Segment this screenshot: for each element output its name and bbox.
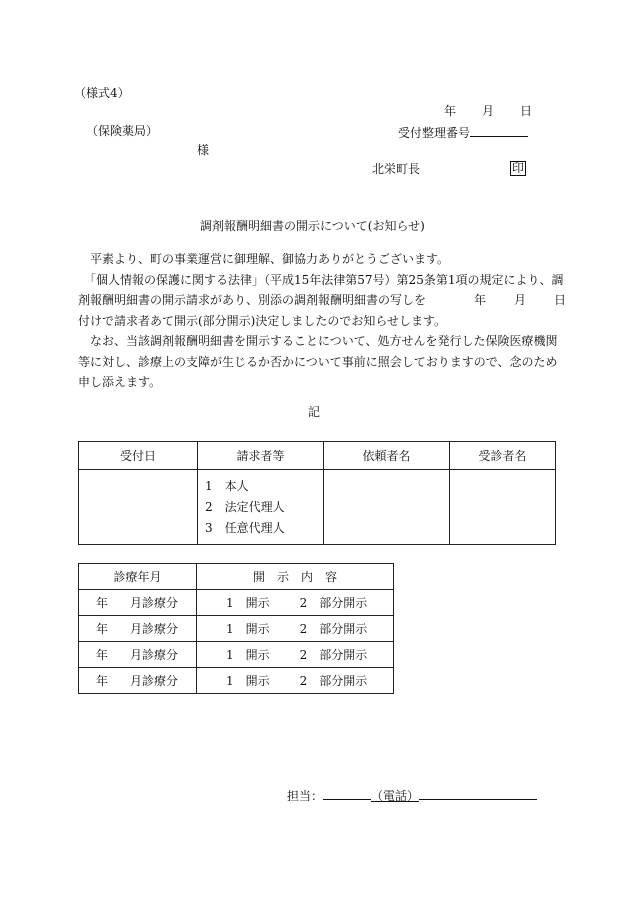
disclosure-month: 月 xyxy=(514,293,527,307)
receipt-number-label: 受付整理番号 xyxy=(398,126,471,140)
paragraph-2-line-2: 剤報酬明細書の開示請求があり、別添の調剤報酬明細書の写しを 年 月 日 xyxy=(78,293,567,307)
cell-treatment-month: 年 月診療分 xyxy=(79,616,197,642)
phone-blank xyxy=(419,787,537,800)
date-month: 月 xyxy=(482,104,495,118)
ki-heading: 記 xyxy=(308,405,321,419)
table-row xyxy=(79,668,394,694)
form-number: （様式4） xyxy=(74,86,130,100)
paragraph-3-line-1: なお、当該調剤報酬明細書を開示することについて、処方せんを発行した保険医療機関 xyxy=(90,334,558,348)
paragraph-2-line-3: 付けで請求者あて開示(部分開示)決定しましたのでお知らせします。 xyxy=(78,313,447,328)
cell-treatment-month: 年 月診療分 xyxy=(79,590,197,616)
recipient-honorific: 様 xyxy=(197,143,210,157)
cell-disclosure-content: 1 開示 2 部分開示 xyxy=(197,642,394,668)
paragraph-1: 平素より、町の事業運営に御理解、御協力ありがとうございます。 xyxy=(90,252,450,266)
header-patient-name: 受診者名 xyxy=(450,442,556,470)
disclosure-year: 年 xyxy=(474,293,487,307)
cell-disclosure-content: 1 開示 2 部分開示 xyxy=(197,668,394,694)
recipient-pharmacy: （保険薬局） xyxy=(86,124,159,138)
table-row xyxy=(79,642,394,668)
contact-name-blank xyxy=(323,787,371,800)
header-disclosure-content: 開 示 内 容 xyxy=(197,564,394,590)
header-treatment-month: 診療年月 xyxy=(79,564,197,590)
disclosure-day: 日 xyxy=(554,293,567,307)
sender: 北栄町長 xyxy=(372,162,421,176)
cell-treatment-month: 年 月診療分 xyxy=(79,668,197,694)
phone-label: （電話） xyxy=(371,789,420,803)
receipt-number-blank xyxy=(470,124,528,137)
header-requester: 請求者等 xyxy=(198,442,324,470)
document-title: 調剤報酬明細書の開示について(お知らせ) xyxy=(200,219,425,233)
requester-option: 3 任意代理人 xyxy=(205,520,285,535)
seal-text: 印 xyxy=(512,161,525,175)
requester-option: 1 本人 xyxy=(205,478,249,493)
date-day: 日 xyxy=(520,104,533,118)
cell-disclosure-content: 1 開示 2 部分開示 xyxy=(197,590,394,616)
paragraph-2-line-1: 「個人情報の保護に関する法律」（平成15年法律第57号）第25条第1項の規定により、調 xyxy=(90,272,564,287)
date-year: 年 xyxy=(444,104,457,118)
table-row xyxy=(79,616,394,642)
header-client-name: 依頼者名 xyxy=(324,442,450,470)
cell-requester-options xyxy=(198,470,324,545)
request-table xyxy=(78,441,556,545)
requester-option: 2 法定代理人 xyxy=(205,499,285,514)
receipt-number xyxy=(398,124,528,140)
disclosure-table xyxy=(78,563,394,694)
contact-line xyxy=(287,787,537,803)
cell-treatment-month: 年 月診療分 xyxy=(79,642,197,668)
seal-mark xyxy=(510,161,526,176)
date-line xyxy=(444,104,532,118)
cell-patient-name xyxy=(450,470,556,545)
paragraph-3-line-2: 等に対し、診療上の支障が生じるか否かについて事前に照会しておりますので、念のため xyxy=(78,354,558,369)
body-text xyxy=(78,249,567,393)
header-receipt-date: 受付日 xyxy=(79,442,198,470)
cell-receipt-date xyxy=(79,470,198,545)
cell-client-name xyxy=(324,470,450,545)
table-row xyxy=(79,590,394,616)
paragraph-3-line-3: 申し添えます。 xyxy=(78,375,162,389)
contact-label: 担当： xyxy=(287,789,324,803)
cell-disclosure-content: 1 開示 2 部分開示 xyxy=(197,616,394,642)
